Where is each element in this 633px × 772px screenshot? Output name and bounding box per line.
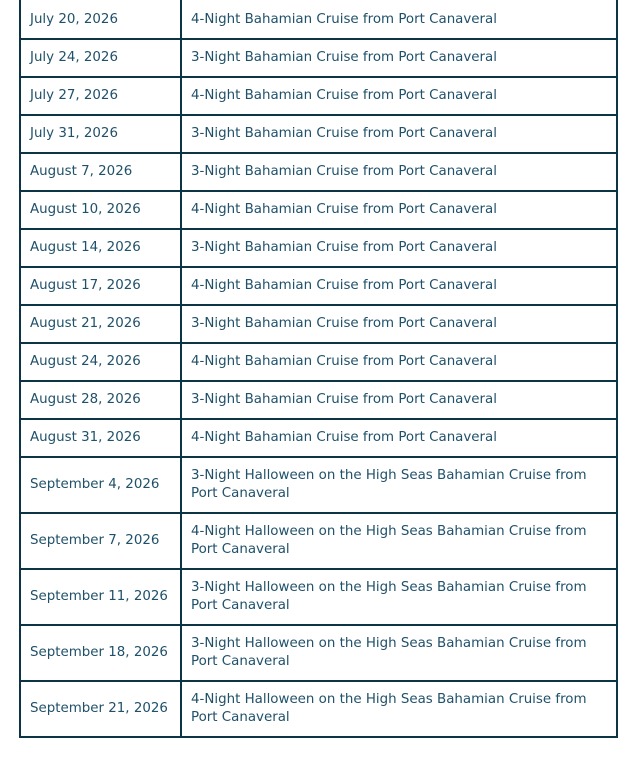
schedule-table-body — [20, 0, 617, 737]
table-row — [20, 39, 617, 77]
cruise-name-cell: 3-Night Halloween on the High Seas Bahamian Cruise from Port Canaveral — [181, 457, 617, 513]
sailing-date-cell: August 24, 2026 — [20, 343, 181, 381]
cruise-schedule — [19, 0, 618, 738]
sailing-date-cell: July 24, 2026 — [20, 39, 181, 77]
cruise-name-cell: 4-Night Bahamian Cruise from Port Canaveral — [181, 419, 617, 457]
table-row — [20, 191, 617, 229]
table-row — [20, 229, 617, 267]
sailing-date-cell: September 11, 2026 — [20, 569, 181, 625]
table-row — [20, 305, 617, 343]
cruise-name-cell: 3-Night Bahamian Cruise from Port Canaveral — [181, 381, 617, 419]
sailing-date-cell: August 14, 2026 — [20, 229, 181, 267]
sailing-date-cell: September 7, 2026 — [20, 513, 181, 569]
cruise-name-cell: 4-Night Halloween on the High Seas Bahamian Cruise from Port Canaveral — [181, 681, 617, 737]
cruise-name-cell: 4-Night Bahamian Cruise from Port Canaveral — [181, 267, 617, 305]
cruise-name-cell: 4-Night Bahamian Cruise from Port Canaveral — [181, 343, 617, 381]
table-row — [20, 115, 617, 153]
sailing-date-cell: August 17, 2026 — [20, 267, 181, 305]
cruise-name-cell: 3-Night Bahamian Cruise from Port Canaveral — [181, 305, 617, 343]
table-row — [20, 381, 617, 419]
table-row — [20, 625, 617, 681]
cruise-name-cell: 4-Night Bahamian Cruise from Port Canaveral — [181, 0, 617, 39]
sailing-date-cell: July 27, 2026 — [20, 77, 181, 115]
cruise-name-cell: 3-Night Bahamian Cruise from Port Canaveral — [181, 115, 617, 153]
cruise-name-cell: 4-Night Halloween on the High Seas Bahamian Cruise from Port Canaveral — [181, 513, 617, 569]
cruise-name-cell: 3-Night Halloween on the High Seas Bahamian Cruise from Port Canaveral — [181, 569, 617, 625]
table-row — [20, 77, 617, 115]
sailing-date-cell: July 31, 2026 — [20, 115, 181, 153]
cruise-schedule-table — [19, 0, 618, 738]
table-row — [20, 681, 617, 737]
cruise-name-cell: 4-Night Bahamian Cruise from Port Canaveral — [181, 191, 617, 229]
table-row — [20, 343, 617, 381]
cruise-name-cell: 3-Night Halloween on the High Seas Bahamian Cruise from Port Canaveral — [181, 625, 617, 681]
cruise-name-cell: 3-Night Bahamian Cruise from Port Canaveral — [181, 153, 617, 191]
cruise-name-cell: 3-Night Bahamian Cruise from Port Canaveral — [181, 229, 617, 267]
sailing-date-cell: August 31, 2026 — [20, 419, 181, 457]
table-row — [20, 153, 617, 191]
sailing-date-cell: September 21, 2026 — [20, 681, 181, 737]
sailing-date-cell: August 7, 2026 — [20, 153, 181, 191]
cruise-name-cell: 4-Night Bahamian Cruise from Port Canaveral — [181, 77, 617, 115]
table-row — [20, 419, 617, 457]
table-row — [20, 457, 617, 513]
table-row — [20, 513, 617, 569]
table-row — [20, 267, 617, 305]
table-row — [20, 569, 617, 625]
sailing-date-cell: August 10, 2026 — [20, 191, 181, 229]
cruise-name-cell: 3-Night Bahamian Cruise from Port Canaveral — [181, 39, 617, 77]
table-row — [20, 0, 617, 39]
sailing-date-cell: September 18, 2026 — [20, 625, 181, 681]
sailing-date-cell: July 20, 2026 — [20, 0, 181, 39]
sailing-date-cell: August 21, 2026 — [20, 305, 181, 343]
sailing-date-cell: September 4, 2026 — [20, 457, 181, 513]
sailing-date-cell: August 28, 2026 — [20, 381, 181, 419]
